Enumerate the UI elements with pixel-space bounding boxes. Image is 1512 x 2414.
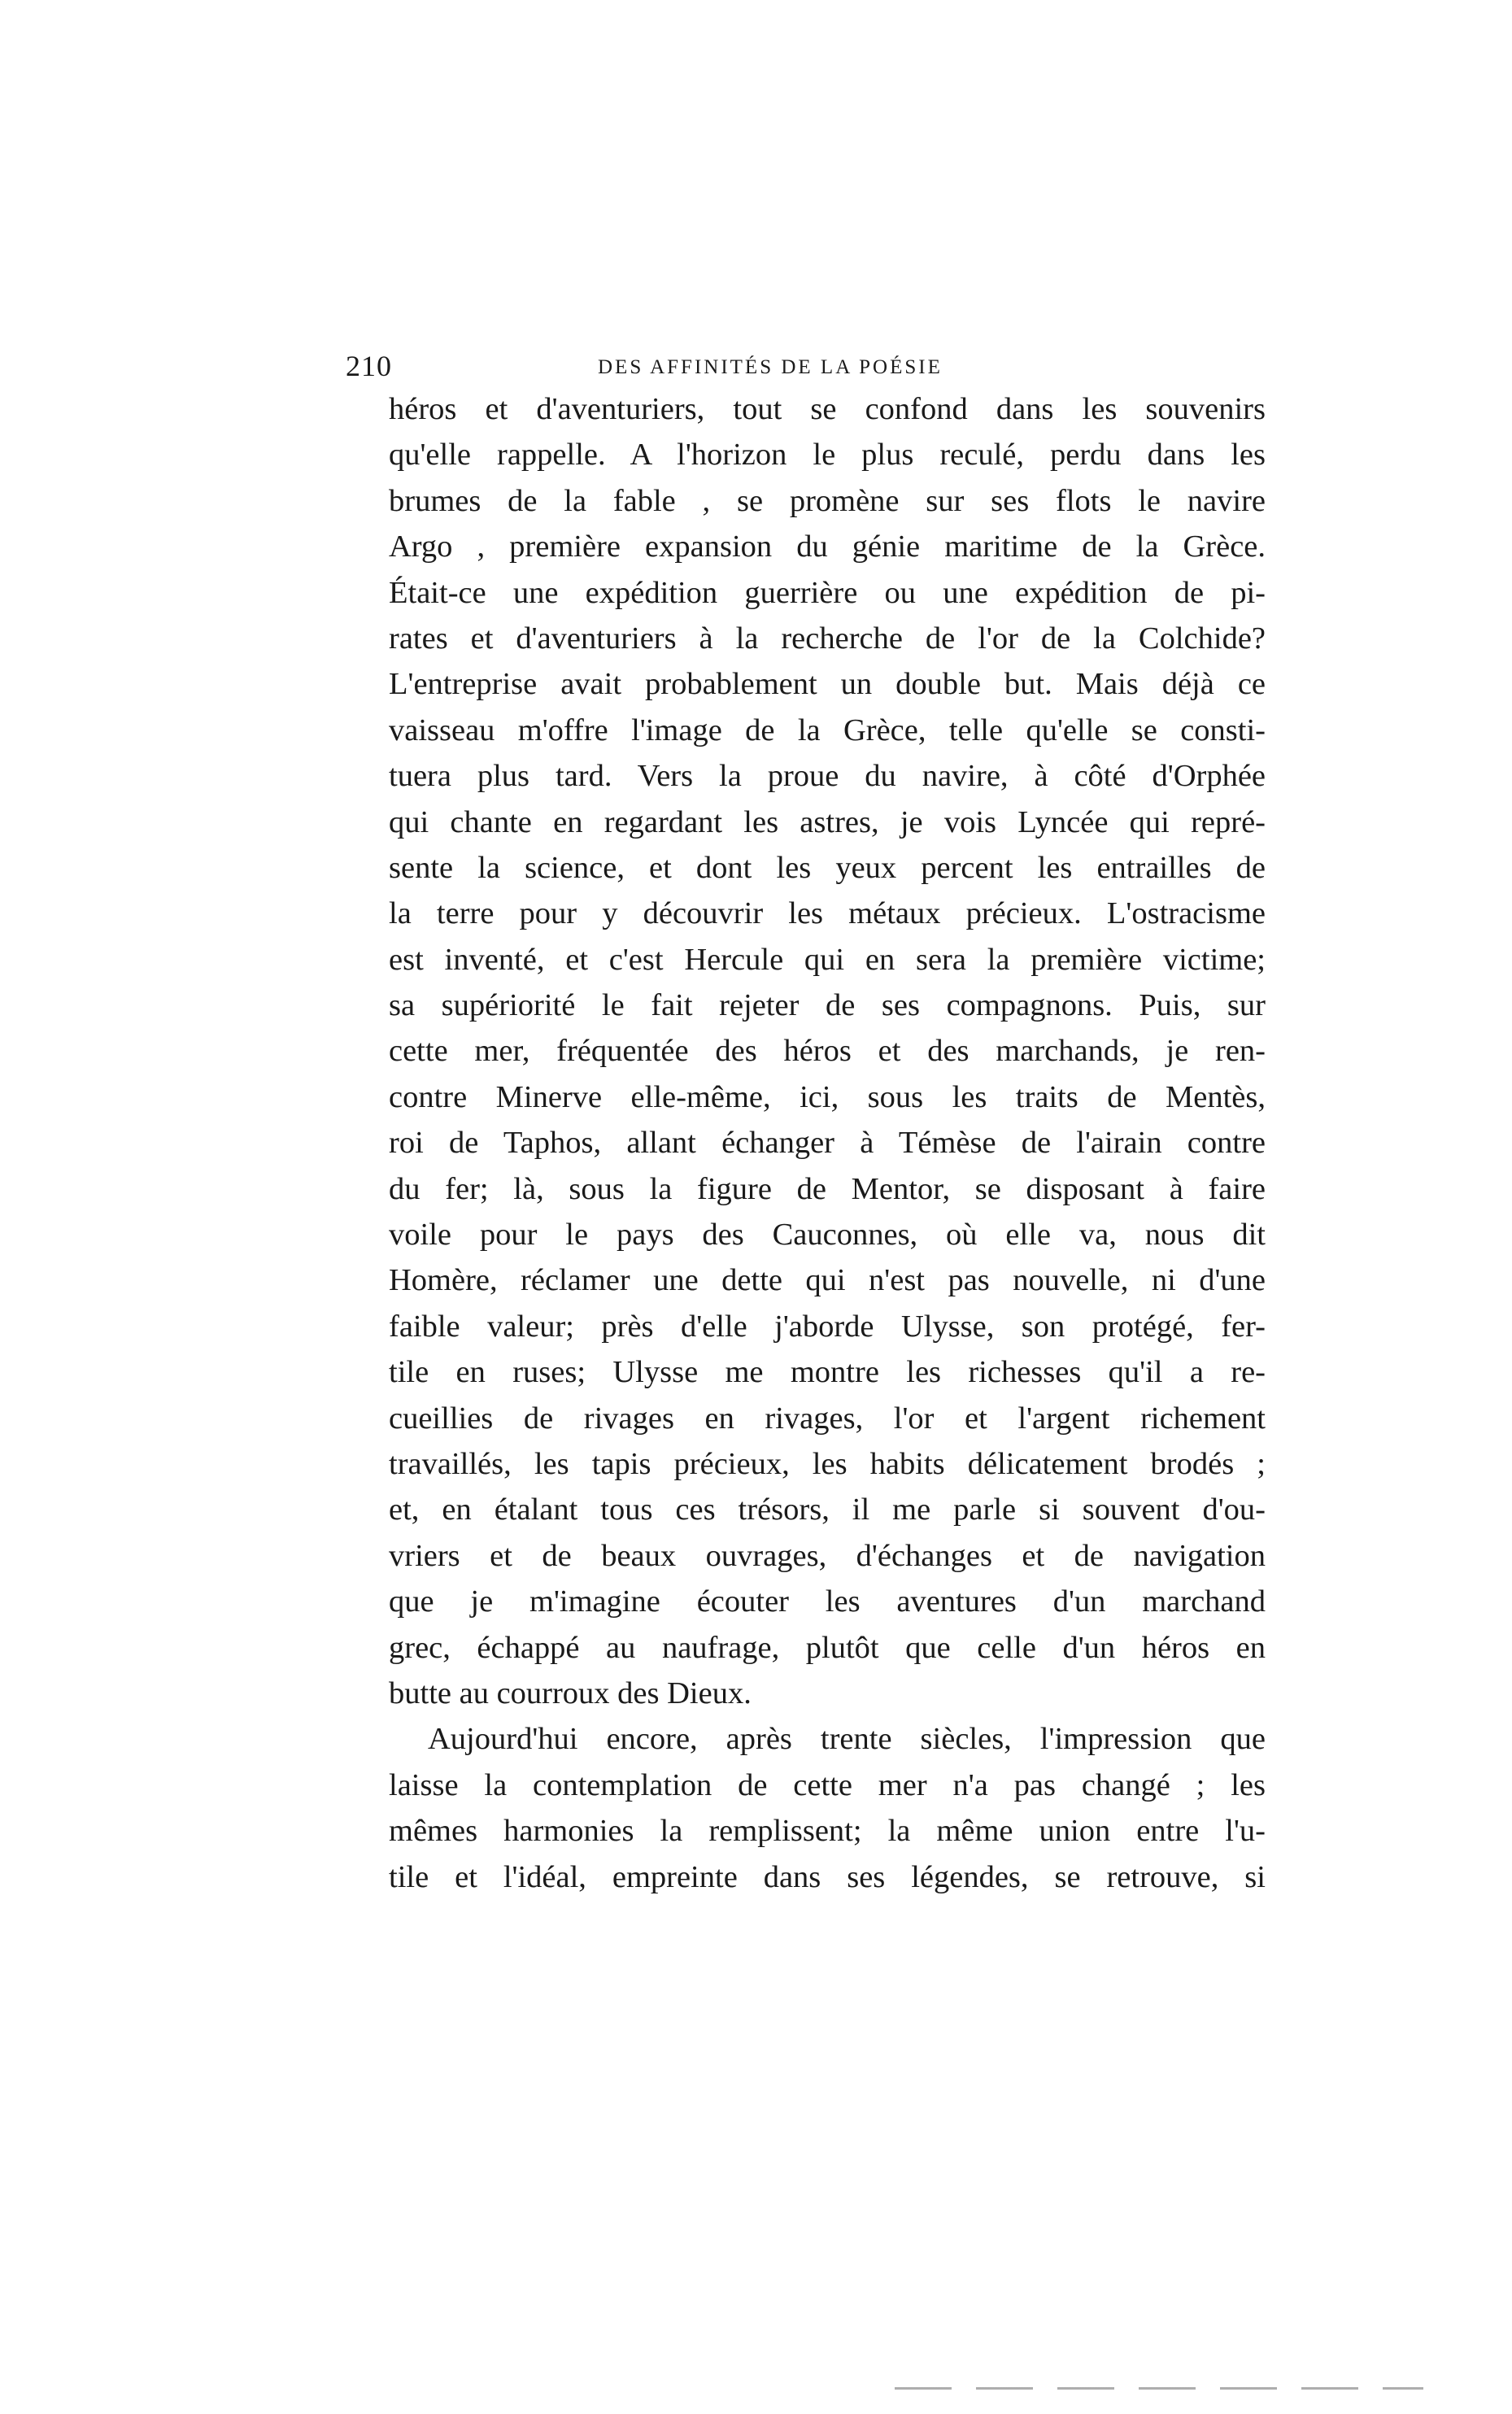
text-line: brumes de la fable , se promène sur ses flots le navire [389, 483, 1266, 518]
text-line: voile pour le pays des Cauconnes, où elle va, nous dit [389, 1218, 1266, 1253]
text-line: Homère, réclamer une dette qui n'est pas nouvelle, ni d'une [389, 1263, 1266, 1298]
text-line: sente la science, et dont les yeux percent les entrailles de [389, 850, 1266, 885]
text-line: laisse la contemplation de cette mer n'a pas changé ; les [389, 1767, 1266, 1802]
paragraph-1 [389, 386, 1266, 1716]
page-number: 210 [346, 350, 392, 382]
text-line: Argo , première expansion du génie maritime de la Grèce. [389, 529, 1266, 564]
text-line: vaisseau m'offre l'image de la Grèce, telle qu'elle se consti- [389, 712, 1266, 747]
text-line: qu'elle rappelle. A l'horizon le plus reculé, perdu dans les [389, 438, 1266, 473]
text-line: tuera plus tard. Vers la proue du navire, à côté d'Orphée [389, 759, 1266, 794]
text-line: tile et l'idéal, empreinte dans ses légendes, se retrouve, si [389, 1859, 1266, 1894]
text-line: cette mer, fréquentée des héros et des marchands, je ren- [389, 1034, 1266, 1069]
text-line: contre Minerve elle-même, ici, sous les traits de Mentès, [389, 1079, 1266, 1114]
text-line: est inventé, et c'est Hercule qui en sera la première victime; [389, 942, 1266, 977]
text-line: et, en étalant tous ces trésors, il me parle si souvent d'ou- [389, 1492, 1266, 1527]
text-line: sa supériorité le fait rejeter de ses compagnons. Puis, sur [389, 988, 1266, 1023]
text-line: la terre pour y découvrir les métaux précieux. L'ostracisme [389, 896, 1266, 931]
text-line: héros et d'aventuriers, tout se confond dans les souvenirs [389, 392, 1266, 426]
text-line: mêmes harmonies la remplissent; la même union entre l'u- [389, 1814, 1266, 1849]
text-line: vriers et de beaux ouvrages, d'échanges et de navigation [389, 1538, 1266, 1573]
text-line: travaillés, les tapis précieux, les habits délicatement brodés ; [389, 1446, 1266, 1481]
text-line: tile en ruses; Ulysse me montre les richesses qu'il a re- [389, 1355, 1266, 1390]
text-line: du fer; là, sous la figure de Mentor, se disposant à faire [389, 1171, 1266, 1206]
text-line: faible valeur; près d'elle j'aborde Ulysse, son protégé, fer- [389, 1309, 1266, 1344]
text-line: L'entreprise avait probablement un double but. Mais déjà ce [389, 667, 1266, 702]
text-line: Était-ce une expédition guerrière ou une expédition de pi- [389, 575, 1266, 610]
text-line: qui chante en regardant les astres, je vois Lyncée qui repré- [389, 804, 1266, 839]
page-header [346, 342, 1261, 390]
text-line: grec, échappé au naufrage, plutôt que celle d'un héros en [389, 1630, 1266, 1665]
text-line: rates et d'aventuriers à la recherche de l'or de la Colchide? [389, 621, 1266, 656]
paragraph-2 [389, 1716, 1266, 1900]
text-line: roi de Taphos, allant échanger à Témèse de l'airain contre [389, 1126, 1266, 1161]
text-line: que je m'imagine écouter les aventures d'un marchand [389, 1584, 1266, 1619]
text-line: butte au courroux des Dieux. [389, 1675, 752, 1710]
scan-edge-marks [895, 2387, 1423, 2390]
text-line: Aujourd'hui encore, après trente siècles, l'impression que [428, 1722, 1266, 1757]
body-text [389, 386, 1266, 1900]
running-head: DES AFFINITÉS DE LA POÉSIE [598, 356, 943, 378]
text-line: cueillies de rivages en rivages, l'or et l'argent richement [389, 1401, 1266, 1436]
